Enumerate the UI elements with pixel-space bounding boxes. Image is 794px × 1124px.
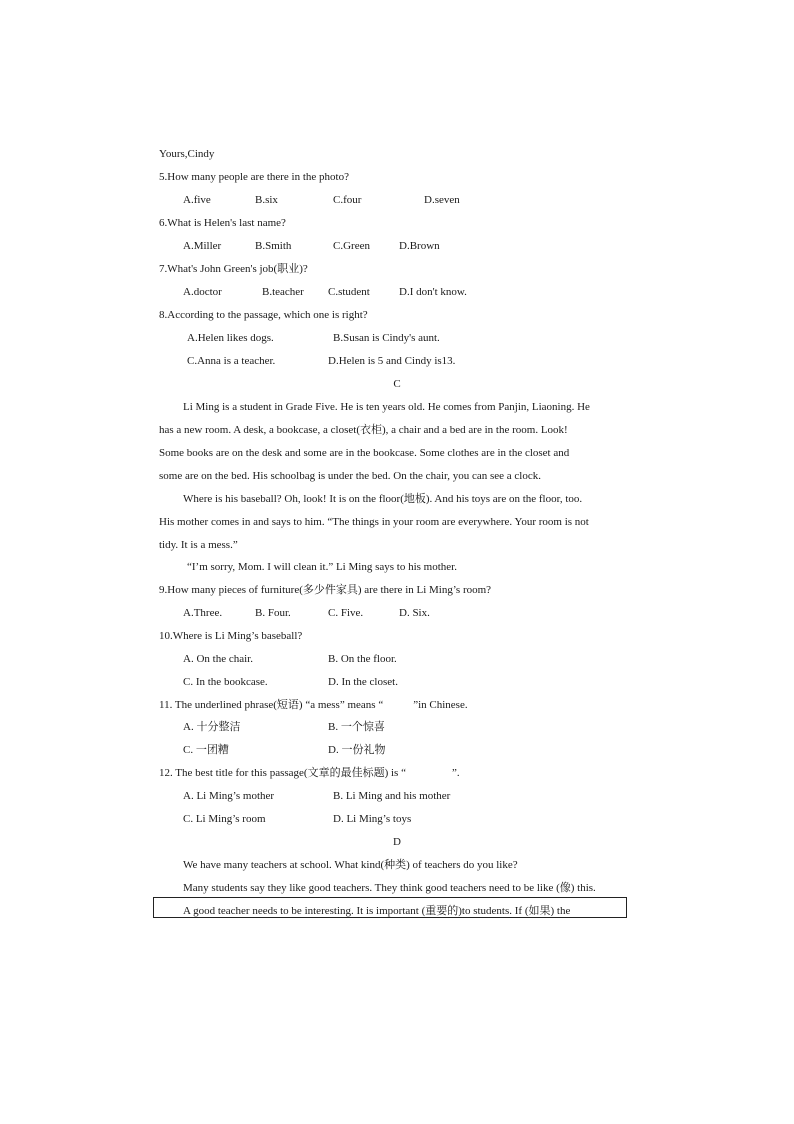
q12-stem-text: 12. The best title for this passage(文章的最佳标题) is “ <box>159 767 406 779</box>
q7-option-c[interactable]: C.student <box>328 286 370 298</box>
q11-stem <box>159 698 468 712</box>
passage-d-line: Many students say they like good teachers. They think good teachers need to be like (像) this. <box>183 882 596 894</box>
q11-option-d[interactable]: D. 一份礼物 <box>328 744 386 756</box>
q9-stem: 9.How many pieces of furniture(多少件家具) are there in Li Ming’s room? <box>159 584 492 596</box>
q8-option-a[interactable]: A.Helen likes dogs. <box>187 332 274 344</box>
q12-option-c[interactable]: C. Li Ming’s room <box>183 813 266 825</box>
q8-option-d[interactable]: D.Helen is 5 and Cindy is13. <box>328 355 456 367</box>
q11-stem-text: 11. The underlined phrase(短语) “a mess” means “ <box>159 699 384 711</box>
q7-option-a[interactable]: A.doctor <box>183 286 222 298</box>
q9-option-d[interactable]: D. Six. <box>399 607 430 619</box>
q7-stem: 7.What's John Green's job(职业)? <box>159 263 308 275</box>
q6-option-b[interactable]: B.Smith <box>255 240 292 252</box>
q8-stem: 8.According to the passage, which one is right? <box>159 309 368 321</box>
passage-d-line: We have many teachers at school. What kind(种类) of teachers do you like? <box>183 859 518 871</box>
q8-option-b[interactable]: B.Susan is Cindy's aunt. <box>333 332 440 344</box>
q7-option-b[interactable]: B.teacher <box>262 286 304 298</box>
q6-option-c[interactable]: C.Green <box>333 240 370 252</box>
q5-option-a[interactable]: A.five <box>183 194 211 206</box>
q5-option-b[interactable]: B.six <box>255 194 278 206</box>
q12-option-b[interactable]: B. Li Ming and his mother <box>333 790 451 802</box>
q11-stem-end: ”in Chinese. <box>413 699 468 711</box>
q11-option-c[interactable]: C. 一团糟 <box>183 744 229 756</box>
q5-option-c[interactable]: C.four <box>333 194 362 206</box>
q12-option-d[interactable]: D. Li Ming’s toys <box>333 813 412 825</box>
passage-c-line: Where is his baseball? Oh, look! It is on the floor(地板). And his toys are on the floor, too. <box>183 493 583 505</box>
q9-option-a[interactable]: A.Three. <box>183 607 223 619</box>
q6-stem: 6.What is Helen's last name? <box>159 217 286 229</box>
q9-option-c[interactable]: C. Five. <box>328 607 364 619</box>
passage-c-line: some are on the bed. His schoolbag is under the bed. On the chair, you can see a clock. <box>159 470 541 482</box>
q10-option-d[interactable]: D. In the closet. <box>328 676 398 688</box>
q8-option-c[interactable]: C.Anna is a teacher. <box>187 355 276 367</box>
section-d-heading: D <box>393 836 401 848</box>
passage-c-line: has a new room. A desk, a bookcase, a closet(衣柜), a chair and a bed are in the room. Look! <box>159 424 568 436</box>
q10-option-c[interactable]: C. In the bookcase. <box>183 676 268 688</box>
passage-c-line: Li Ming is a student in Grade Five. He is ten years old. He comes from Panjin, Liaoning. He <box>183 401 590 413</box>
q6-option-d[interactable]: D.Brown <box>399 240 440 252</box>
passage-d-line: A good teacher needs to be interesting. It is important (重要的)to students. If (如果) the <box>183 905 571 917</box>
q11-option-a[interactable]: A. 十分整洁 <box>183 721 241 733</box>
q10-stem: 10.Where is Li Ming’s baseball? <box>159 630 303 642</box>
q11-option-b[interactable]: B. 一个惊喜 <box>328 721 385 733</box>
q9-option-b[interactable]: B. Four. <box>255 607 291 619</box>
q5-option-d[interactable]: D.seven <box>424 194 460 206</box>
passage-c-line: Some books are on the desk and some are in the bookcase. Some clothes are in the closet and <box>159 447 570 459</box>
section-c-heading: C <box>393 378 401 390</box>
q10-option-a[interactable]: A. On the chair. <box>183 653 253 665</box>
passage-c-line: “I’m sorry, Mom. I will clean it.” Li Ming says to his mother. <box>187 561 457 573</box>
q12-stem <box>159 766 460 780</box>
q7-option-d[interactable]: D.I don't know. <box>399 286 467 298</box>
passage-c-line: tidy. It is a mess.” <box>159 539 238 551</box>
q5-stem: 5.How many people are there in the photo? <box>159 171 349 183</box>
q10-option-b[interactable]: B. On the floor. <box>328 653 397 665</box>
q12-stem-end: ”. <box>451 767 460 779</box>
passage-c-line: His mother comes in and says to him. “The things in your room are everywhere. Your room is not <box>159 516 589 528</box>
q6-option-a[interactable]: A.Miller <box>183 240 222 252</box>
letter-signoff: Yours,Cindy <box>159 148 215 160</box>
q12-option-a[interactable]: A. Li Ming’s mother <box>183 790 275 802</box>
